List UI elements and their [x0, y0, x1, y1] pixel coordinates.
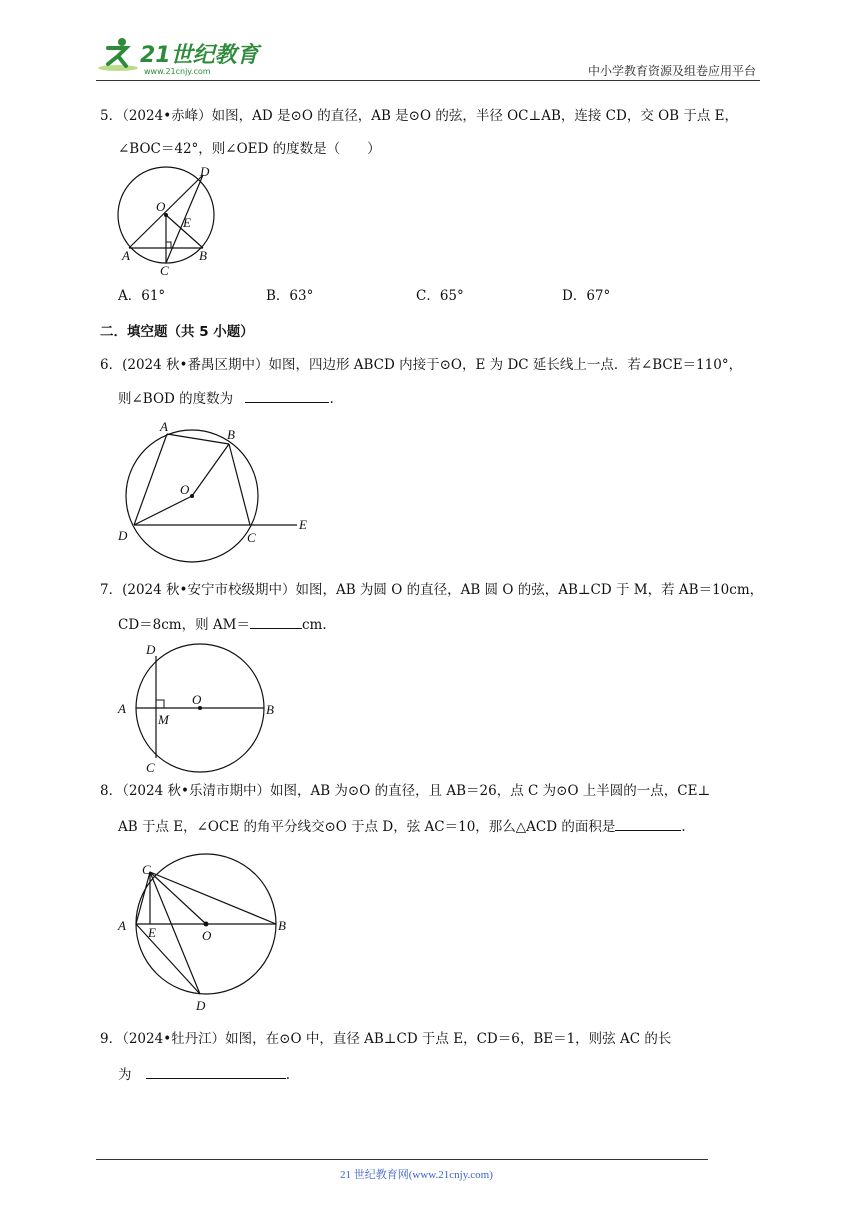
- logo: [96, 34, 266, 78]
- q5-option-a: A．61°: [118, 288, 166, 304]
- q5-line1: 5．（2024•赤峰）如图，AD 是⊙O 的直径，AB 是⊙O 的弦，半径 OC⊥AB，连接 CD，交 OB 于点 E，: [100, 108, 739, 124]
- q6-label-e: E: [299, 517, 307, 532]
- q8-label-o: O: [202, 928, 212, 943]
- q7-label-o: O: [192, 692, 202, 707]
- q8-line2-prefix: AB 于点 E，∠OCE 的角平分线交⊙O 于点 D，弦 AC＝10，那么△ACD 的面积是: [118, 819, 616, 835]
- q5-label-d: D: [200, 164, 210, 179]
- q9-answer-blank[interactable]: [146, 1064, 286, 1079]
- q5-label-e: E: [183, 215, 191, 230]
- q7-label-c: C: [146, 760, 155, 775]
- q8-figure: [112, 852, 297, 1017]
- q8-line2-suffix: .: [681, 819, 686, 835]
- logo-text: 21世纪教育: [140, 43, 259, 68]
- q5-label-b: B: [199, 248, 207, 263]
- q6-label-d: D: [118, 528, 128, 543]
- q9-line2: [118, 1064, 290, 1084]
- q8-label-b: B: [278, 918, 286, 933]
- q8-label-d: D: [196, 998, 206, 1013]
- q7-line1: 7．(2024 秋•安宁市校级期中）如图，AB 为圆 O 的直径，AB 圆 O 的弦，AB⊥CD 于 M，若 AB＝10cm，: [100, 582, 764, 598]
- q9-line2-prefix: 为: [118, 1067, 132, 1083]
- q5-option-b: B．63°: [266, 288, 314, 304]
- q6-label-a: A: [160, 419, 168, 434]
- logo-runner-icon: [96, 34, 266, 78]
- q9-line2-suffix: .: [285, 1067, 291, 1083]
- q6-label-c: C: [247, 530, 256, 545]
- q7-line2-prefix: CD＝8cm，则 AM＝: [118, 617, 250, 633]
- footer-text: 21 世纪教育网(www.21cnjy.com): [340, 1169, 493, 1181]
- q9-line1: 9．（2024•牡丹江）如图，在⊙O 中，直径 AB⊥CD 于点 E，CD＝6，BE＝1，则弦 AC 的长: [100, 1031, 672, 1047]
- header-rule: [96, 80, 760, 81]
- q7-figure: [112, 638, 287, 778]
- q6-label-o: O: [180, 482, 190, 497]
- q7-label-b: B: [266, 702, 274, 717]
- q8-answer-blank[interactable]: [615, 816, 681, 831]
- q7-line2-suffix: cm.: [301, 617, 327, 633]
- q5-option-d: D．67°: [562, 288, 611, 304]
- q7-answer-blank[interactable]: [250, 614, 302, 629]
- q5-label-o: O: [156, 199, 166, 214]
- q8-line1: 8．（2024 秋•乐清市期中）如图，AB 为⊙O 的直径，且 AB＝26，点 C 为⊙O 上半圆的一点，CE⊥: [100, 783, 711, 799]
- q6-answer-blank[interactable]: [245, 388, 329, 403]
- section-title: 二．填空题（共 5 小题）: [100, 324, 254, 340]
- q5-label-a: A: [122, 248, 130, 263]
- header-title: 中小学教育资源及组卷应用平台: [587, 64, 756, 78]
- q6-line2-suffix: .: [329, 391, 334, 407]
- q7-label-d: D: [146, 642, 156, 657]
- q8-label-c: C: [142, 862, 151, 877]
- q8-line2: [118, 816, 686, 836]
- q6-label-b: B: [227, 427, 235, 442]
- q6-line2: [118, 388, 334, 408]
- q6-line1: 6．(2024 秋•番禺区期中）如图，四边形 ABCD 内接于⊙O，E 为 DC 延长线上一点．若∠BCE＝110°，: [100, 357, 743, 373]
- q7-line2: [118, 614, 327, 634]
- q5-line2: ∠BOC＝42°，则∠OED 的度数是（ ）: [118, 141, 381, 157]
- q7-label-a: A: [118, 701, 126, 716]
- q7-label-m: M: [158, 712, 169, 727]
- q5-option-c: C．65°: [416, 288, 464, 304]
- q5-label-c: C: [160, 263, 169, 278]
- q6-line2-prefix: 则∠BOD 的度数为: [118, 391, 234, 407]
- q8-label-e: E: [148, 925, 156, 940]
- q8-label-a: A: [118, 918, 126, 933]
- q5-figure: [110, 162, 225, 280]
- logo-site: www.21cnjy.com: [144, 67, 211, 76]
- q6-figure: [112, 418, 322, 568]
- footer-rule: [96, 1159, 708, 1160]
